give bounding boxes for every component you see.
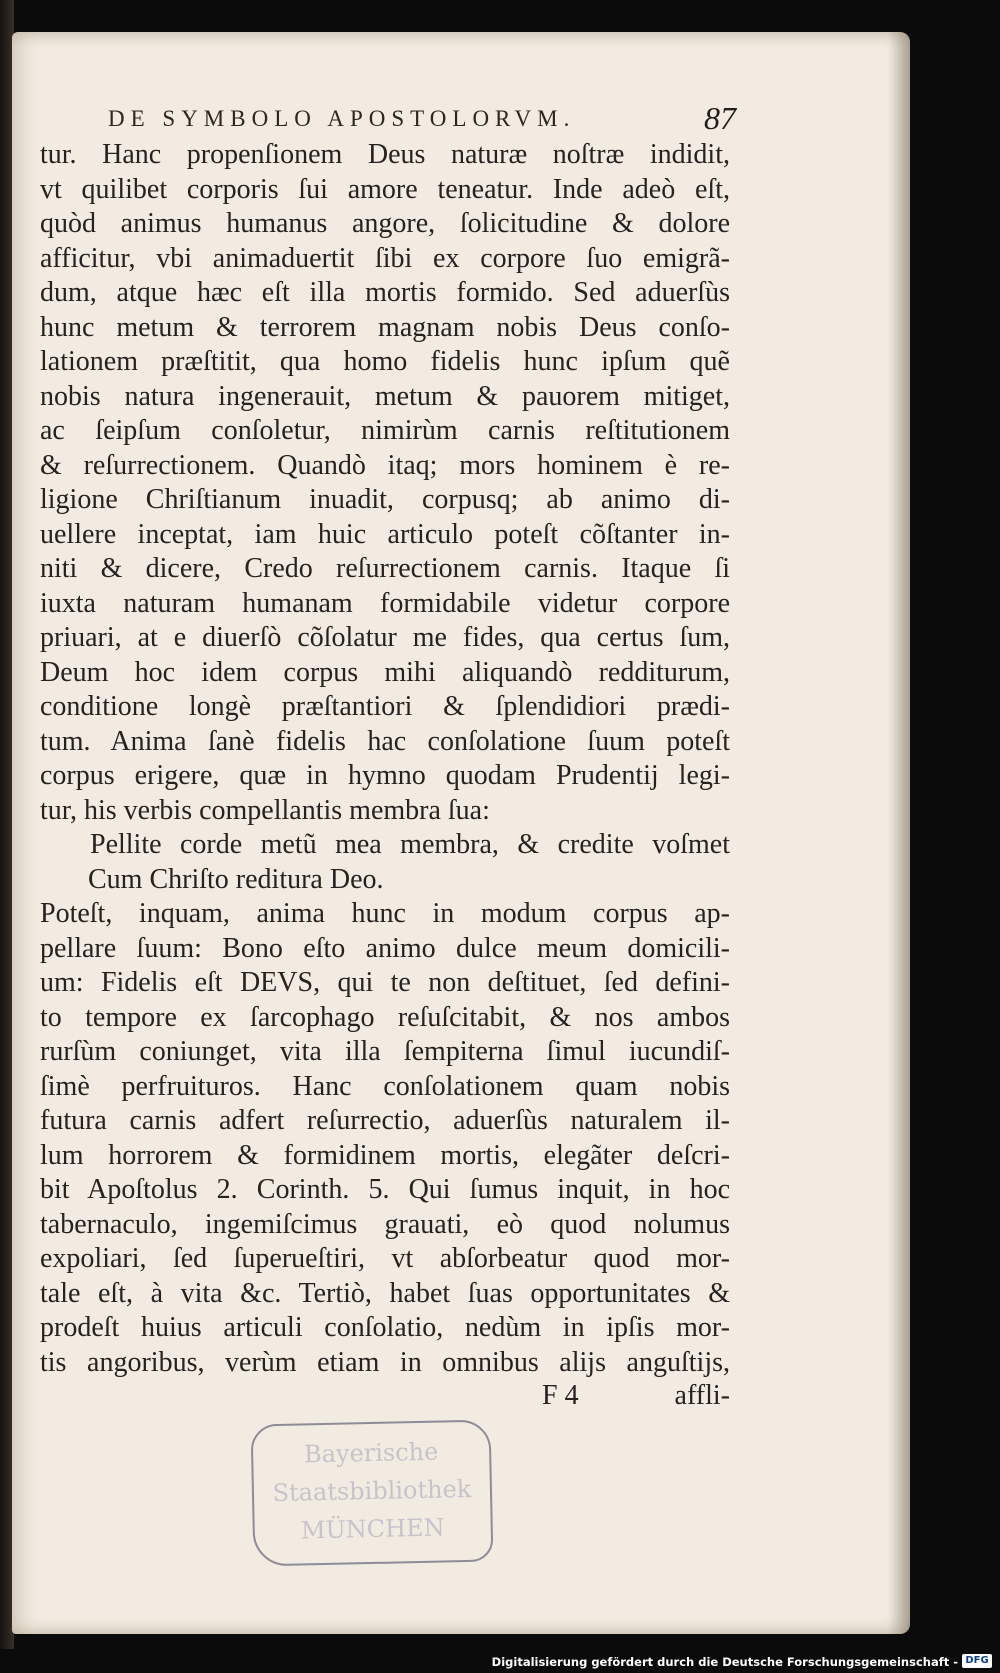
text-line: hunc metum & terrorem magnam nobis Deus conſo- [40,311,730,343]
dfg-logo: DFG [962,1654,992,1668]
footer-bar [0,1649,1000,1673]
catchword: affli- [674,1380,730,1411]
funding-notice: Digitalisierung gefördert durch die Deutsche Forschungsgemeinschaft - [491,1655,958,1669]
text-line: Poteſt, inquam, anima hunc in modum corpus ap- [40,898,730,929]
text-line: pellare ſuum: Bono eſto animo dulce meum domicili- [40,932,730,964]
text-line: uellere inceptat, iam huic articulo poteſt cõſtanter in- [40,518,730,550]
book-page [12,32,910,1634]
library-stamp [251,1420,494,1567]
page-number: 87 [704,100,736,136]
text-line: tur, his verbis compellantis membra ſua: [40,794,490,826]
text-line: quòd animus humanus angore, ſolicitudine & dolore [40,208,730,239]
text-line: priuari, at e diuerſò cõſolatur me fides, qua certus ſum, [40,622,730,653]
verse-line: Cum Chriſto reditura Deo. [88,863,384,895]
text-line: nobis natura ingenerauit, metum & pauorem mitiget, [40,380,730,412]
stamp-line: Bayerische [303,1437,439,1469]
text-line: tum. Anima ſanè fidelis hac conſolatione ſuum poteſt [40,725,730,757]
text-line: niti & dicere, Credo reſurrectionem carnis. Itaque ſi [40,553,730,584]
running-head: DE SYMBOLO APOSTOLORVM. [108,106,576,131]
verse-line: Pellite corde metũ mea membra, & credite voſmet [90,829,730,860]
text-line: lationem præſtitit, qua homo fidelis hunc ipſum quẽ [40,346,730,377]
text-line: bit Apoſtolus 2. Corinth. 5. Qui ſumus inquit, in hoc [40,1174,730,1205]
text-line: vt quilibet corporis ſui amore teneatur. Inde adeò eſt, [40,173,730,205]
catchline [40,1380,730,1416]
text-line: ſimè perfruituros. Hanc conſolationem quam nobis [40,1070,730,1102]
text-line: tabernaculo, ingemiſcimus grauati, eò quod nolumus [40,1208,730,1240]
signature-mark: F 4 [542,1380,579,1411]
text-line: to tempore ex ſarcophago reſuſcitabit, & nos ambos [40,1001,730,1033]
text-line: afficitur, vbi animaduertit ſibi ex corpore ſuo emigrã- [40,242,730,274]
text-line: tale eſt, à vita &c. Tertiò, habet ſuas opportunitates & [40,1277,730,1309]
text-line: Deum hoc idem corpus mihi aliquandò redditurum, [40,656,730,688]
text-line: & reſurrectionem. Quandò itaq; mors hominem è re- [40,449,730,481]
text-line: rurſùm coniunget, vita illa ſempiterna ſimul iucundiſ- [40,1036,730,1067]
stamp-line: Staatsbibliothek [272,1474,472,1508]
text-line: ligione Chriſtianum inuadit, corpusq; ab animo di- [40,484,730,515]
stamp-line: MÜNCHEN [300,1513,445,1545]
text-line: conditione longè præſtantiori & ſplendidiori prædi- [40,691,730,722]
text-line: tur. Hanc propenſionem Deus naturæ noſtræ indidit, [40,139,730,170]
text-line: prodeſt huius articuli conſolatio, nedùm in ipſis mor- [40,1312,730,1343]
text-line: tis angoribus, verùm etiam in omnibus alijs anguſtijs, [40,1346,730,1378]
text-line: futura carnis adfert reſurrectio, aduerſùs naturalem il- [40,1105,730,1136]
text-line: dum, atque hæc eſt illa mortis formido. Sed aduerſùs [40,277,730,308]
text-line: iuxta naturam humanam formidabile videtur corpore [40,587,730,619]
text-line: expoliari, ſed ſuperueſtiri, vt abſorbeatur quod mor- [40,1243,730,1274]
text-line: lum horrorem & formidinem mortis, elegãter deſcri- [40,1139,730,1171]
body-text [40,138,730,1380]
text-line: um: Fidelis eſt DEVS, qui te non deſtituet, ſed defini- [40,967,730,998]
text-line: ac ſeipſum conſoletur, nimirùm carnis reſtitutionem [40,415,730,446]
text-line: corpus erigere, quæ in hymno quodam Prudentij legi- [40,760,730,791]
